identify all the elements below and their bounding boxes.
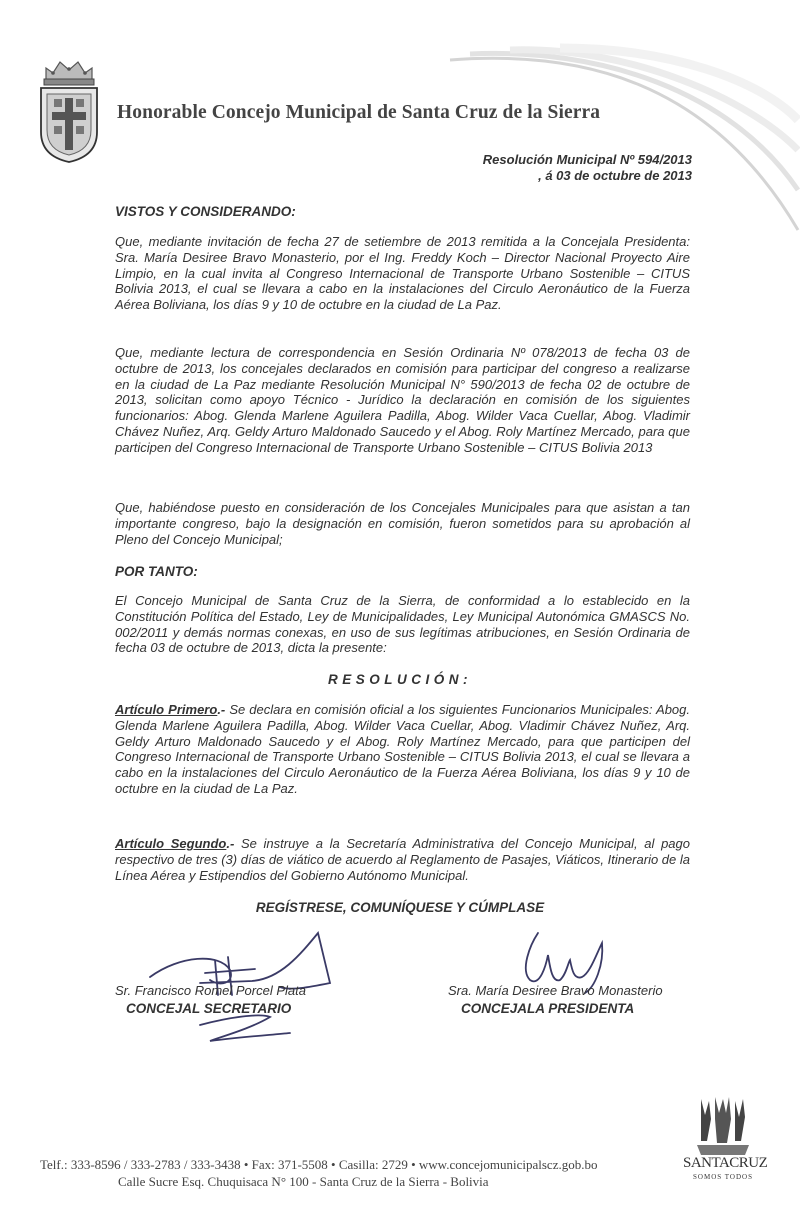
vistos-paragraph-2: Que, mediante lectura de correspondencia en Sesión Ordinaria Nº 078/2013 de fecha 03 de octubre de 2013, los concejales declarados en comisión para participar del congreso a realizarse en la ciudad de La Paz mediante Resolución Municipal N° 590/2013 de fecha 02 de octubre de 2013, solicitan como apoyo Técnico - Jurídico la declaración en comisión de los siguientes funcionarios: Abog. Glenda Marlene Aguilera Padilla, Abog. Wilder Vaca Cuellar, Abog. Vladimir Chávez Nuñez, Arq. Geldy Arturo Maldonado Saucedo y el Abog. Roly Martínez Mercado, para que participen del Congreso Internacional de Transporte Urbano Sostenible – CITUS Bolivia 2013 (115, 345, 690, 455)
resolution-date: , á 03 de octubre de 2013 (538, 168, 692, 183)
left-signatory-name: Sr. Francisco Romel Porcel Plata (115, 983, 306, 998)
article-second-separator: .- (226, 836, 235, 851)
resolution-header (483, 152, 692, 184)
resolution-number: Resolución Municipal Nº 594/2013 (482, 152, 692, 167)
resolucion-title: RESOLUCIÓN: (328, 672, 472, 687)
left-signatory-role: CONCEJAL SECRETARIO (126, 1001, 292, 1016)
santa-cruz-figures-icon (693, 1095, 753, 1157)
organization-title: Honorable Concejo Municipal de Santa Cruz de la Sierra (117, 102, 601, 123)
closing-phrase: REGÍSTRESE, COMUNÍQUESE Y CÚMPLASE (255, 900, 545, 915)
article-first-separator: .- (217, 702, 226, 717)
vistos-paragraph-3: Que, habiéndose puesto en consideración de los Concejales Municipales para que asistan a tan importante congreso, bajo la designación en comisión, fueron sometidos para su aprobación al Pleno del Concejo Municipal; (115, 500, 690, 547)
article-second-text: Se instruye a la Secretaría Administrativa del Concejo Municipal, al pago respectivo de tres (3) días de viático de acuerdo al Reglamento de Pasajes, Viáticos, Itinerario de la Línea Aérea y Estipendios del Gobierno Autónomo Municipal. (115, 836, 690, 883)
article-first-label: Artículo Primero (115, 702, 218, 717)
decorative-swoosh (430, 40, 800, 240)
footer-address: Calle Sucre Esq. Chuquisaca N° 100 - Santa Cruz de la Sierra - Bolivia (118, 1174, 489, 1189)
right-signatory-role: CONCEJALA PRESIDENTA (461, 1001, 635, 1016)
logo-name: SANTACRUZ (683, 1155, 768, 1171)
article-second (115, 836, 690, 883)
vistos-heading: VISTOS Y CONSIDERANDO: (115, 204, 296, 219)
right-signatory-name: Sra. María Desiree Bravo Monasterio (448, 983, 663, 998)
article-first-text: Se declara en comisión oficial a los siguientes Funcionarios Municipales: Abog. Glenda Marlene Aguilera Padilla, Abog. Wilder Vaca Cuellar, Abog. Vladimir Chávez Nuñez, Arq. Geldy Arturo Maldonado Saucedo y el Abog. Roly Martínez Mercado, para que participen del Congreso Internacional de Transporte Urbano Sostenible – CITUS Bolivia 2013, el cual se llevara a cabo en la instalaciones del Circulo Aeronáutico de la Fuerza Aérea Boliviana, los días 9 y 10 de octubre en la ciudad de La Paz. (115, 702, 690, 796)
vistos-paragraph-1: Que, mediante invitación de fecha 27 de setiembre de 2013 remitida a la Concejala Presidenta: Sra. María Desiree Bravo Monasterio, por el Ing. Freddy Koch – Director Nacional Proyecto Aire Limpio, en la cual invita al Congreso Internacional de Transporte Urbano Sostenible – CITUS Bolivia 2013, el cual se llevara a cabo en la instalaciones del Circulo Aeronáutico de la Fuerza Aérea Boliviana, los días 9 y 10 de octubre en la ciudad de La Paz. (115, 234, 690, 313)
municipal-coat-of-arms-icon (38, 52, 100, 164)
portanto-paragraph: El Concejo Municipal de Santa Cruz de la Sierra, de conformidad a lo establecido en la Constitución Política del Estado, Ley de Municipalidades, Ley Municipal Autonómica GMASCS No. 002/2011 y demás normas conexas, en uso de sus legítimas atribuciones, en Sesión Ordinaria de fecha 03 de octubre de 2013, dicta la presente: (115, 593, 690, 656)
article-second-label: Artículo Segundo (115, 836, 227, 851)
portanto-heading: POR TANTO: (115, 564, 198, 579)
logo-slogan: SOMOS TODOS (693, 1173, 753, 1181)
article-first (115, 702, 690, 797)
santa-cruz-logo-icon (683, 1095, 768, 1195)
left-handwritten-signature (140, 925, 360, 1075)
footer-contact: Telf.: 333-8596 / 333-2783 / 333-3438 • Fax: 371-5508 • Casilla: 2729 • www.concejomunicipalscz.gob.bo (40, 1157, 598, 1172)
